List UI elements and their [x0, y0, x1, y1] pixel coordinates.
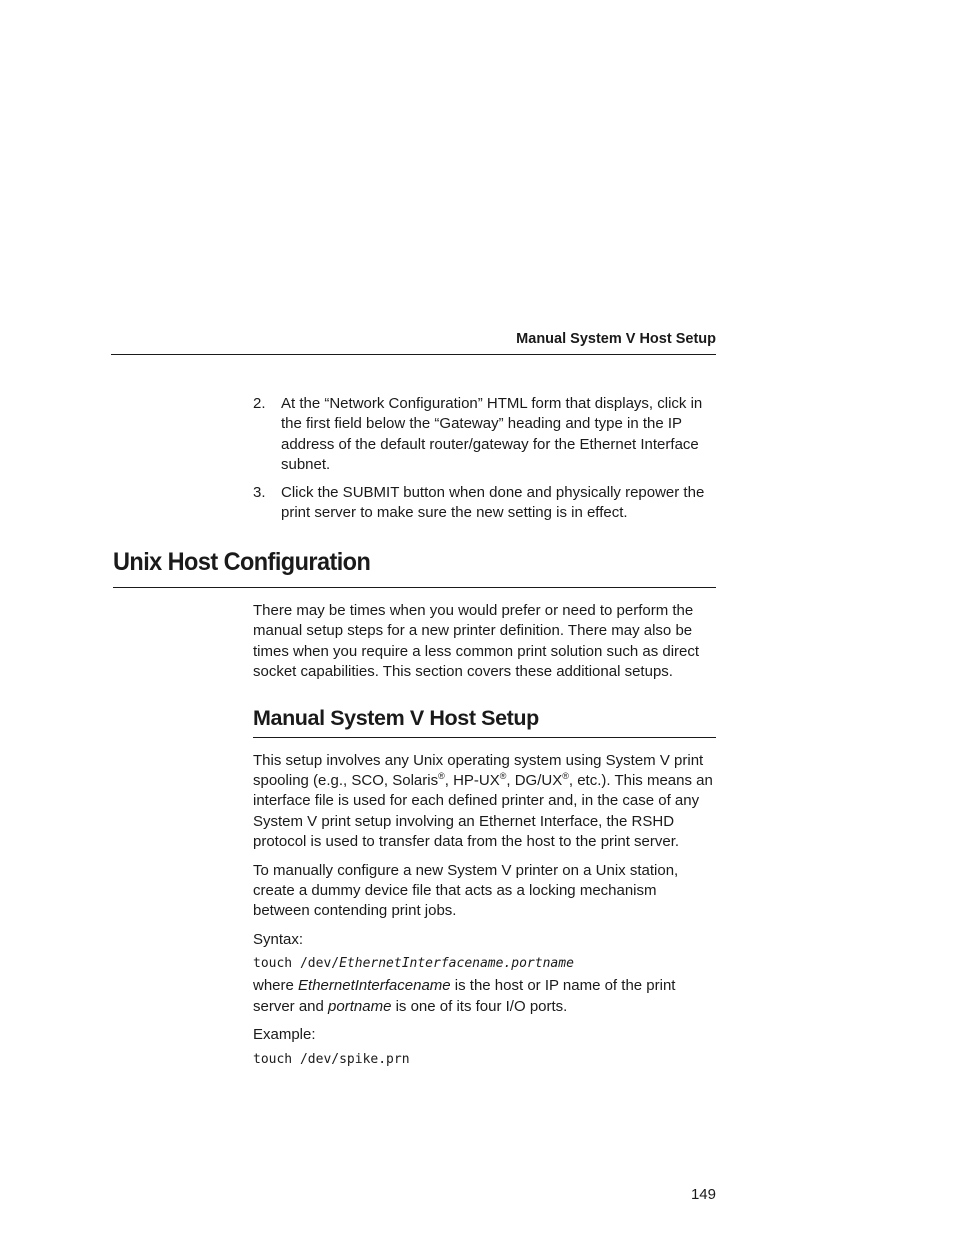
section-intro: There may be times when you would prefer or need to perform the manual setup steps for a new printer definition. There may also be times when you require a less common print solution such as direct socket capabilities. This section covers these additional setups. [253, 602, 700, 681]
subsection-heading-rule [253, 737, 716, 738]
syntax-label: Syntax: [253, 930, 304, 948]
section-heading: Unix Host Configuration [113, 548, 371, 576]
section-heading-rule [113, 587, 716, 588]
example-label: Example: [253, 1026, 316, 1044]
where-variable: EthernetInterfacename [298, 977, 451, 995]
where-text: is one of its four I/O ports. [391, 997, 568, 1015]
running-head-rule [111, 354, 716, 355]
setup-description-text: , DG/UX [506, 772, 563, 790]
where-explanation [253, 976, 716, 1017]
page-number: 149 [690, 1186, 716, 1203]
syntax-code-prefix: touch /dev/ [253, 956, 340, 972]
section-content [253, 601, 716, 1072]
step-number: 2. [253, 395, 266, 412]
syntax-code [253, 954, 716, 974]
step-text: At the “Network Configuration” HTML form that displays, click in the first field below the “Gateway” heading and type in the IP address of the default router/gateway for the Ethernet Interface subnet. [281, 395, 703, 474]
running-head: Manual System V Host Setup [516, 331, 716, 347]
registered-mark: ® [562, 771, 569, 782]
where-variable: portname [328, 997, 392, 1015]
subsection-heading: Manual System V Host Setup [253, 705, 539, 730]
setup-description-text: , etc.). This means an interface file is used for each defined printer and, in the case of any System V print setup involving an Ethernet Interface, the RSHD protocol is used to transfer data from the host to the print server. [253, 772, 713, 851]
step-text: Click the SUBMIT button when done and physically repower the print server to make sure the new setting is in effect. [281, 483, 705, 522]
step-list [253, 394, 718, 530]
syntax-code-variable: EthernetInterfacename.portname [339, 956, 574, 972]
setup-description [253, 751, 716, 853]
where-text: is the host or IP name of the print server and [253, 977, 676, 1015]
registered-mark: ® [499, 771, 507, 782]
registered-mark: ® [438, 771, 445, 782]
setup-description-text: , HP-UX [444, 772, 500, 790]
where-text: where [253, 977, 299, 995]
list-item [253, 483, 718, 524]
example-code: touch /dev/spike.prn [253, 1051, 410, 1067]
list-item [253, 394, 718, 476]
step-number: 3. [253, 483, 266, 501]
setup-description-text: This setup involves any Unix operating system using System V print spooling (e.g., SCO, Solaris [253, 751, 704, 790]
configure-instructions: To manually configure a new System V printer on a Unix station, create a dummy device file that acts as a locking mechanism between contending print jobs. [253, 861, 679, 920]
